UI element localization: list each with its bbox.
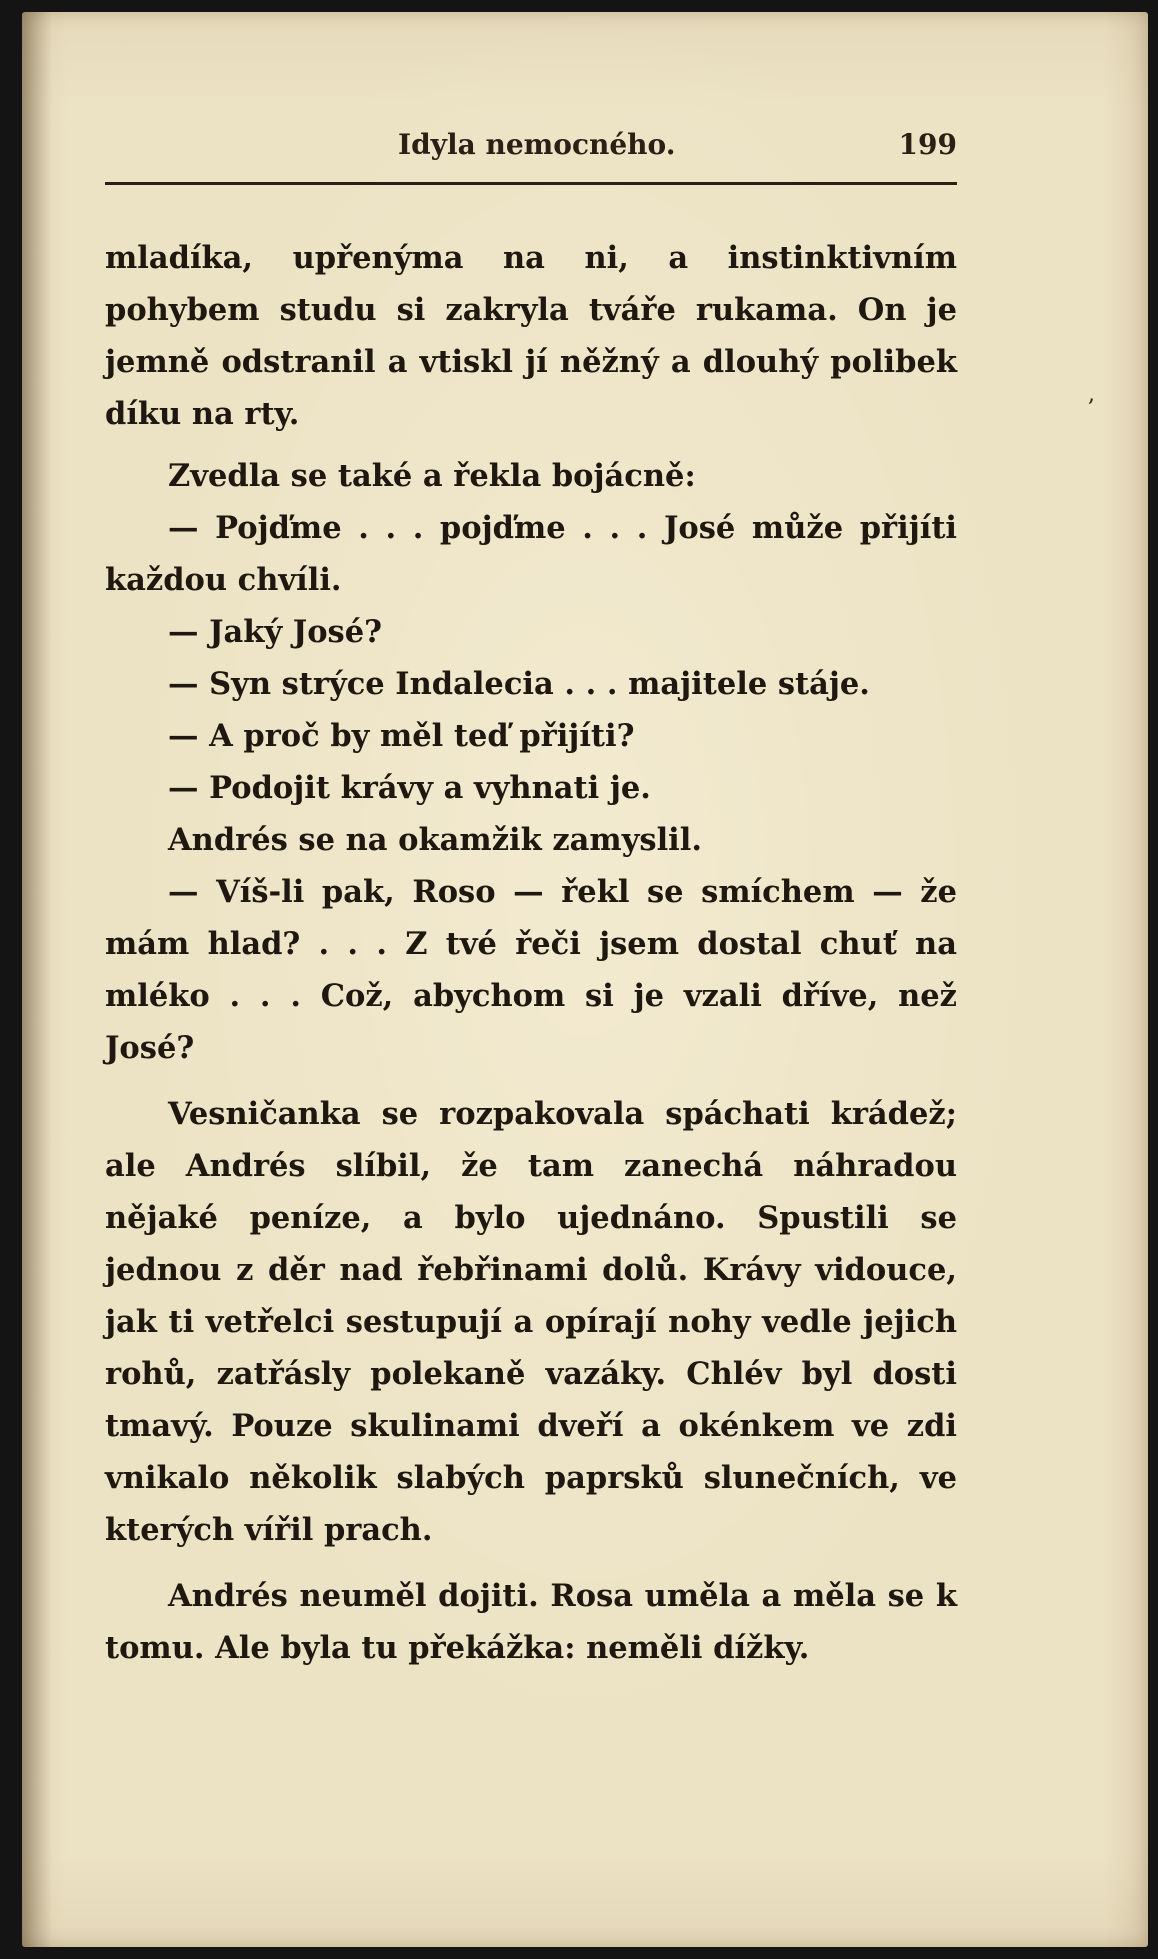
body-text bbox=[105, 232, 957, 1674]
paragraph: mladíka, upřenýma na ni, a instinktivním pohybem studu si zakryla tváře rukama. On je jemně odstranil a vtiskl jí něžný a dlouhý polibek díku na rty. bbox=[105, 240, 957, 432]
dialogue-line: — A proč by měl teď přijíti? bbox=[168, 718, 635, 754]
paragraph: Andrés neuměl dojiti. Rosa uměla a měla se k tomu. Ale byla tu překážka: neměli dížky. bbox=[105, 1578, 957, 1666]
paragraph: Zvedla se také a řekla bojácně: bbox=[168, 458, 696, 494]
header-rule bbox=[105, 182, 957, 185]
page-gutter-shadow bbox=[22, 12, 52, 1947]
dialogue-line: — Podojit krávy a vyhnati je. bbox=[168, 770, 651, 806]
page-header bbox=[105, 128, 957, 176]
dialogue-line: — Syn strýce Indalecia . . . majitele stáje. bbox=[168, 666, 870, 702]
paragraph: Andrés se na okamžik zamyslil. bbox=[168, 822, 702, 858]
margin-ink-mark: , bbox=[1088, 382, 1095, 407]
page-number: 199 bbox=[898, 128, 957, 161]
paragraph: Vesničanka se rozpakovala spáchati krádež; ale Andrés slíbil, že tam zanechá náhradou nějaké peníze, a bylo ujednáno. Spustili se jednou z děr nad řebřinami dolů. Krávy vidouce, jak ti vetřelci sestupují a opírají nohy vedle jejich rohů, zatřásly polekaně vazáky. Chlév byl dosti tmavý. Pouze skulinami dveří a okénkem ve zdi vnikalo několik slabých paprsků slunečních, ve kterých vířil prach. bbox=[105, 1096, 957, 1548]
running-title: Idyla nemocného. bbox=[398, 128, 676, 161]
dialogue-line: — Pojďme . . . pojďme . . . José může přijíti každou chvíli. bbox=[105, 510, 957, 598]
dialogue-line: — Jaký José? bbox=[168, 614, 383, 650]
dialogue-line: — Víš-li pak, Roso — řekl se smíchem — že mám hlad? . . . Z tvé řeči jsem dostal chuť na mléko . . . Což, abychom si je vzali dříve, než José? bbox=[105, 874, 957, 1066]
